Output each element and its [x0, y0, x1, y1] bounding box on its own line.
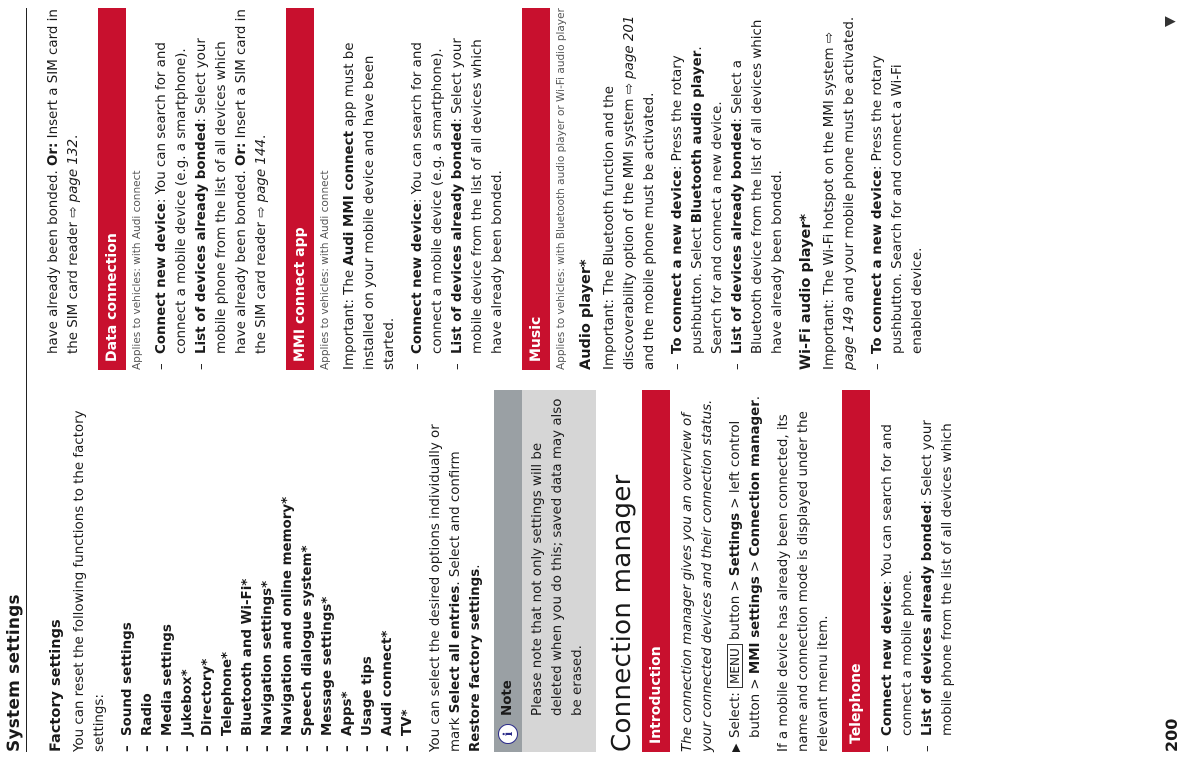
factory-item: – Audi connect*	[378, 390, 398, 752]
connect-new-device-label: Connect new device	[410, 203, 425, 354]
list-item	[918, 390, 958, 752]
list-item	[668, 8, 728, 370]
text-run: : You can search for and connect a mobile device (e.g. a smartphone).	[410, 42, 445, 354]
page-reference: page 201	[622, 15, 637, 79]
factory-item: – Speech dialogue system*	[298, 390, 318, 752]
text-run: : Select your mobile phone from the list of all devices which have already been bonded.	[194, 38, 249, 354]
next-page-arrow-icon: ▼	[1162, 16, 1178, 27]
menu-key: MENU	[727, 644, 743, 688]
connect-new-device-label: To connect a new device	[670, 170, 685, 354]
text-run: .	[468, 564, 483, 569]
text-run: .	[66, 134, 81, 140]
bonded-devices-label: List of devices already bonded	[730, 122, 745, 354]
note-body: Please note that not only settings will be deleted when you do this; saved data may also be erased.	[530, 398, 585, 716]
text-run: : You can search for and connect a mobile phone.	[880, 424, 915, 736]
factory-item: – Bluetooth and Wi-Fi*	[238, 390, 258, 752]
data-connection-bar: Data connection	[98, 8, 126, 370]
text-run: and your mobile phone must be activated.	[842, 16, 857, 307]
page-reference: page 144	[254, 139, 269, 203]
left-column	[44, 390, 966, 752]
bonded-devices-label: List of devices already bonded	[450, 122, 465, 354]
introduction-bar: Introduction	[642, 390, 670, 752]
music-bar: Music	[522, 8, 550, 370]
factory-item: – Telephone*	[218, 390, 238, 752]
mmi-connect-bar: MMI connect app	[286, 8, 314, 370]
note-box	[494, 390, 596, 752]
text-run: Important: The Bluetooth function and the discoverability option of the MMI system ⇨	[602, 78, 637, 370]
applies-note: Applies to vehicles: with Bluetooth audio player or Wi-Fi audio player	[555, 8, 567, 370]
factory-item: – TV*	[398, 390, 418, 752]
text-run: : Select a Bluetooth device from the list of all devices which have already been bonded.	[730, 19, 785, 354]
applies-note: Applies to vehicles: with Audi connect	[319, 170, 331, 370]
text-run: : Select your mobile device from the list of all devices which have already been bonded.	[450, 38, 505, 354]
list-item	[448, 8, 508, 370]
connect-new-device-label: To connect a new device	[870, 170, 885, 354]
list-item	[868, 8, 928, 370]
text-run: and the mobile phone must be activated.	[642, 92, 657, 370]
audio-player-heading: Audio player*	[578, 259, 594, 370]
connection-manager-label: Connection manager	[748, 400, 763, 557]
mmi-connect-text	[340, 8, 400, 370]
header-rule	[26, 8, 27, 752]
page-reference: page 149	[842, 306, 857, 370]
list-item	[728, 8, 788, 370]
connect-new-device-label: Connect new device	[880, 585, 895, 736]
factory-item: – Sound settings	[118, 390, 138, 752]
telephone-list	[878, 390, 958, 752]
text-run: .	[748, 395, 763, 401]
or-label: Or:	[46, 142, 61, 166]
factory-item: – Jukebox*	[178, 390, 198, 752]
note-header	[494, 390, 522, 752]
text-run: : Press the rotary pushbutton. Select	[670, 55, 705, 354]
factory-item: – Radio	[138, 390, 158, 752]
text-run: . Select and confirm	[448, 451, 463, 586]
introduction-text: The connection manager gives you an overview of your connected devices and their connection status.	[680, 399, 715, 752]
page-header-title: System settings	[4, 594, 24, 752]
wifi-audio-heading: Wi-Fi audio player*	[798, 213, 814, 370]
audi-mmi-connect-label: Audi MMI connect	[342, 131, 357, 266]
text-run: button >	[728, 576, 743, 645]
factory-item: – Navigation and online memory*	[278, 390, 298, 752]
carry-over-text	[44, 8, 84, 370]
text-run: >	[748, 556, 763, 577]
text-run: . Search for and connect a new device.	[690, 46, 725, 354]
list-item	[152, 8, 192, 370]
bt-audio-list	[668, 8, 788, 370]
mmi-connect-list	[408, 8, 508, 370]
or-label: Or:	[234, 142, 249, 166]
factory-item: – Media settings	[158, 390, 178, 752]
text-run: have already been bonded.	[46, 165, 61, 354]
info-icon: i	[498, 724, 518, 744]
telephone-bar: Telephone	[842, 390, 870, 752]
list-item	[878, 390, 918, 752]
connection-manager-title: Connection manager	[607, 474, 637, 752]
wifi-audio-list	[868, 8, 928, 370]
text-run: You can select the desired options individually or mark	[428, 424, 463, 752]
factory-settings-heading: Factory settings	[48, 619, 64, 752]
step-triangle-icon: ▶	[729, 743, 742, 752]
mmi-settings-label: MMI settings	[748, 576, 763, 675]
text-run: > left control button >	[728, 420, 763, 738]
factory-item: – Directory*	[198, 390, 218, 752]
connect-new-device-label: Connect new device	[154, 203, 169, 354]
factory-settings-list	[118, 390, 418, 752]
bt-audio-text	[600, 8, 660, 370]
right-column	[44, 8, 936, 370]
factory-item: – Usage tips	[358, 390, 378, 752]
factory-item: – Apps*	[338, 390, 358, 752]
note-title: Note	[500, 680, 515, 716]
text-run: Select:	[728, 687, 743, 738]
data-connection-list	[152, 8, 272, 370]
select-all-entries-label: Select all entries	[448, 585, 463, 714]
text-run: Important: The Wi-Fi hotspot on the MMI system ⇨	[822, 32, 837, 370]
page-number: 200	[1162, 718, 1181, 752]
restore-factory-settings-label: Restore factory settings	[468, 568, 483, 752]
bonded-devices-label: List of devices already bonded	[920, 504, 935, 736]
factory-settings-instruction	[426, 390, 486, 752]
text-run: app must be installed on your mobile device and have been started.	[342, 42, 397, 370]
applies-note: Applies to vehicles: with Audi connect	[131, 170, 143, 370]
page-reference: page 132	[66, 139, 81, 203]
factory-item: – Navigation settings*	[258, 390, 278, 752]
select-step	[726, 390, 766, 752]
settings-label: Settings	[728, 512, 743, 577]
text-run: Important: The	[342, 265, 357, 370]
connection-manager-info: If a mobile device has already been connected, its name and connection mode is displayed under the relevant menu item.	[776, 411, 831, 752]
list-item	[192, 8, 272, 370]
text-run: : You can search for and connect a mobile device (e.g. a smartphone).	[154, 42, 189, 354]
factory-item: – Message settings*	[318, 390, 338, 752]
text-run: : Press the rotary pushbutton. Search for and connect a Wi-Fi enabled device.	[870, 55, 925, 354]
wifi-audio-text	[820, 8, 860, 370]
text-run: Insert a SIM card in the SIM card reader ⇨	[46, 9, 81, 354]
bluetooth-audio-player-label: Bluetooth audio player	[690, 50, 705, 224]
list-item	[408, 8, 448, 370]
text-run: : Select your mobile phone from the list of all devices which	[920, 420, 955, 736]
text-run: Insert a SIM card in the SIM card reader ⇨	[234, 9, 269, 354]
bonded-devices-label: List of devices already bonded	[194, 122, 209, 354]
text-run: .	[254, 134, 269, 140]
factory-settings-intro: You can reset the following functions to the factory settings:	[72, 410, 107, 752]
